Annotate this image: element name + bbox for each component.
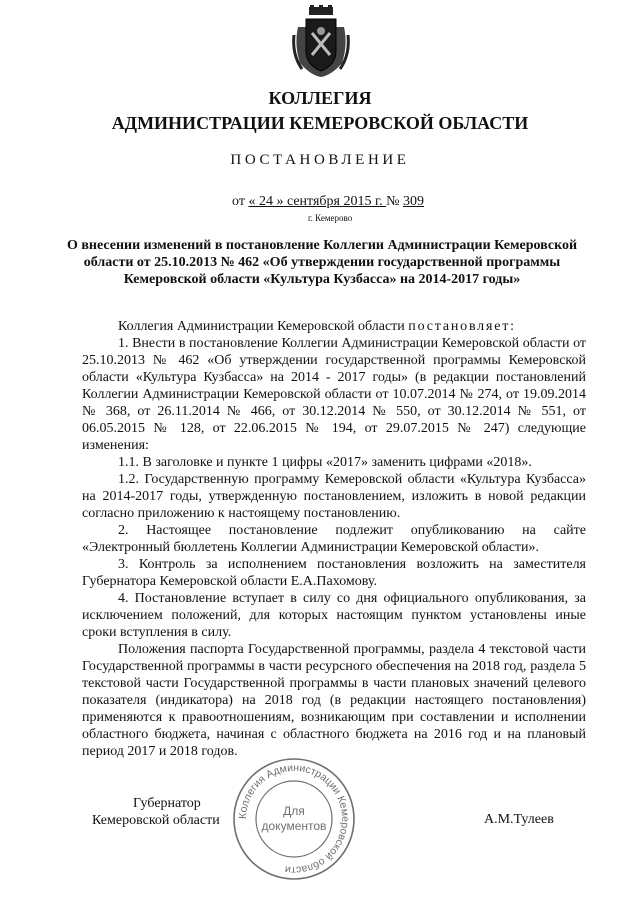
document-type: ПОСТАНОВЛЕНИЕ — [230, 152, 410, 168]
intro-keyword: постановляет — [408, 319, 511, 334]
paragraph-1-1: 1.1. В заголовке и пункте 1 цифры «2017» заменить цифрами «2018». — [118, 455, 532, 470]
signatory-title-line1: Губернатор — [133, 796, 201, 811]
stamp-center-line2: документов — [261, 819, 327, 833]
date-month-year: сентября 2015 г. — [283, 194, 387, 209]
org-name-line2: АДМИНИСТРАЦИИ КЕМЕРОВСКОЙ ОБЛАСТИ — [111, 113, 529, 133]
date-number-line — [232, 194, 424, 210]
paragraph-4: 4. Постановление вступает в силу со дня официального опубликования, за исключением положений, для которых настоящим пунктом установлены иные сроки вступления в силу. — [82, 591, 586, 640]
org-name-line1: КОЛЛЕГИЯ — [268, 88, 372, 108]
paragraph-provisions: Положения паспорта Государственной программы, раздела 4 текстовой части Государственной программы в части ресурсного обеспечения на 2018 год, раздела 5 текстовой части Государственной программы в части плановых значений целевого показателя (индикатора) на 2018 год (в редакции настоящего постановления) применяются к правоотношениям, возникающим при составлении и исполнении областного бюджета, начиная с областного бюджета на 2016 год и на плановый период 2017 и 2018 годов. — [82, 642, 586, 759]
stamp-center-line1: Для — [283, 804, 305, 818]
intro-paragraph: Коллегия Администрации Кемеровской области постановляет: — [118, 319, 515, 334]
date-day: « 24 » — [248, 194, 284, 209]
document-number: 309 — [403, 194, 424, 209]
city-label: г. Кемерово — [308, 213, 353, 223]
paragraph-2: 2. Настоящее постановление подлежит опубликованию на сайте «Электронный бюллетень Коллегии Администрации Кемеровской области». — [82, 523, 586, 555]
paragraph-1-2: 1.2. Государственную программу Кемеровской области «Культура Кузбасса» на 2014-2017 годы, утвержденную постановлением, изложить в новой редакции согласно приложению к настоящему постановлению. — [82, 472, 586, 521]
document-body — [82, 318, 586, 760]
coat-of-arms-icon — [292, 5, 350, 79]
number-sign: № — [386, 194, 400, 209]
signatory-title-line2: Кемеровской области — [92, 813, 220, 828]
official-stamp — [232, 757, 356, 881]
date-from: от — [232, 194, 245, 209]
stamp-ring-text: Коллегия Администрации Кемеровской области — [236, 761, 352, 877]
document-title: О внесении изменений в постановление Коллегии Администрации Кемеровской области от 25.10.2013 № 462 «Об утверждении государственной программы Кемеровской области «Культура Кузбасса» на 2014-2017 годы» — [66, 238, 578, 287]
signatory-name: А.М.Тулеев — [484, 812, 554, 827]
paragraph-1: 1. Внести в постановление Коллегии Администрации Кемеровской области от 25.10.2013 № 462 «Об утверждении государственной программы Кемеровской области «Культура Кузбасса» на 2014 - 2017 годы» (в редакции постановлений Коллегии Администрации Кемеровской области от 10.07.2014 № 274, от 19.09.2014 № 368, от 26.11.2014 № 466, от 30.12.2014 № 550, от 30.12.2014 № 551, от 06.05.2015 № 128, от 22.06.2015 № 194, от 29.07.2015 № 247) следующие изменения: — [82, 336, 586, 453]
paragraph-3: 3. Контроль за исполнением постановления возложить на заместителя Губернатора Кемеровской области Е.А.Пахомову. — [82, 557, 586, 589]
